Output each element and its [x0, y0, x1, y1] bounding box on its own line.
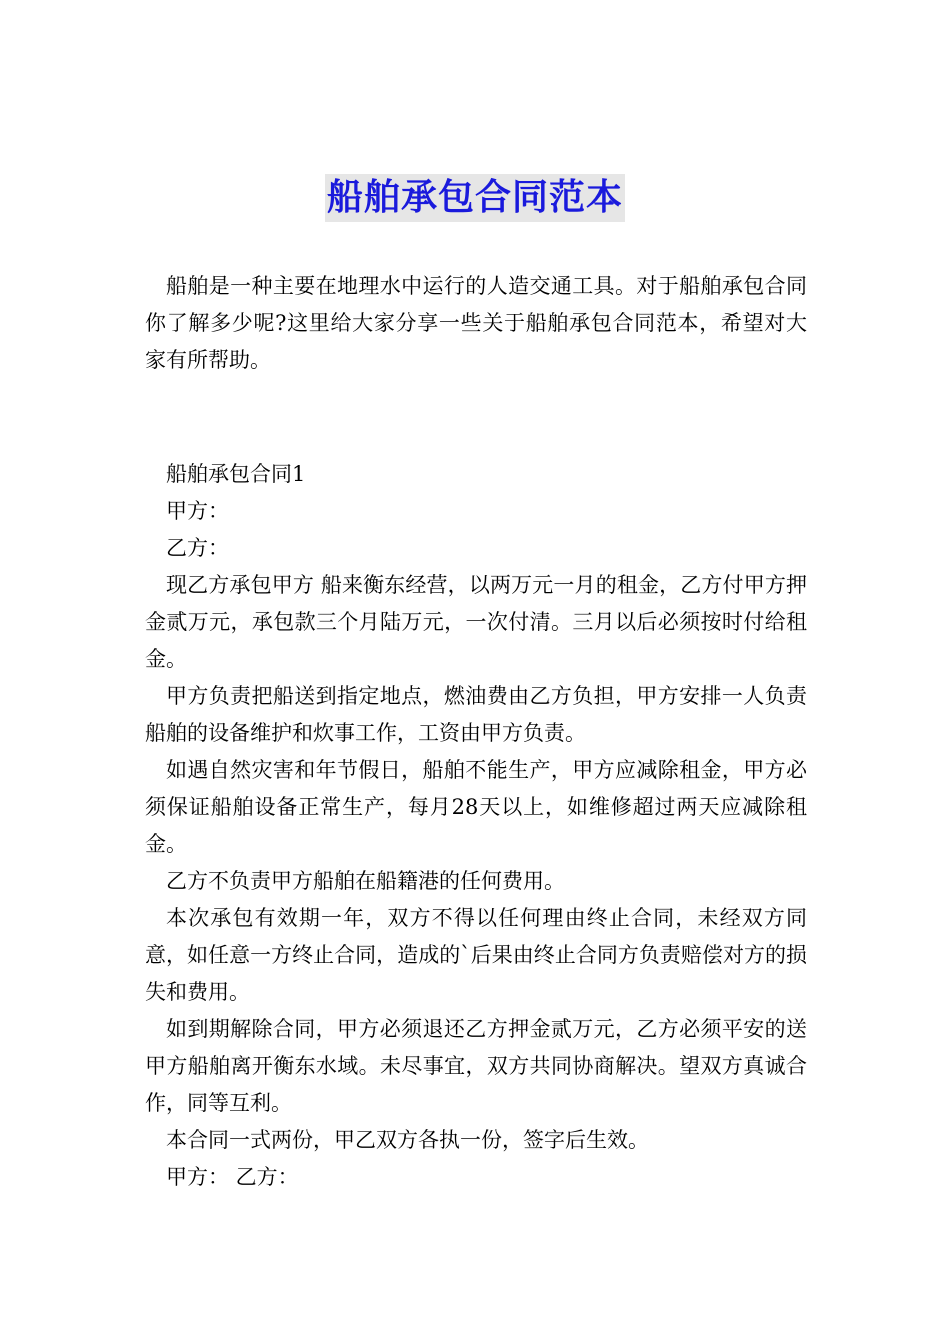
clause-copies: 本合同一式两份，甲乙双方各执一份，签字后生效。: [166, 1128, 649, 1152]
signature-line: 甲方： 乙方：: [166, 1165, 299, 1189]
clause-termination: 如到期解除合同，甲方必须退还乙方押金贰万元，乙方必须平安的送甲方船舶离开衡东水域。未尽事宜，双方共同协商解决。望双方真诚合作，同等互利。: [145, 1017, 807, 1115]
clause-term: 本次承包有效期一年，双方不得以任何理由终止合同，未经双方同意，如任意一方终止合同，造成的`后果由终止合同方负责赔偿对方的损失和费用。: [145, 906, 807, 1004]
party-b-line: 乙方：: [166, 536, 229, 560]
clause-force-majeure: 如遇自然灾害和年节假日，船舶不能生产，甲方应减除租金，甲方必须保证船舶设备正常生产，每月28天以上，如维修超过两天应减除租金。: [145, 758, 807, 856]
party-a-line: 甲方：: [166, 499, 229, 523]
document-body: [145, 268, 807, 1196]
document-title: 船舶承包合同范本: [325, 174, 625, 222]
intro-paragraph: 船舶是一种主要在地理水中运行的人造交通工具。对于船舶承包合同你了解多少呢?这里给大家分享一些关于船舶承包合同范本，希望对大家有所帮助。: [145, 274, 807, 372]
clause-delivery: 甲方负责把船送到指定地点，燃油费由乙方负担，甲方安排一人负责船舶的设备维护和炊事工作，工资由甲方负责。: [145, 684, 807, 745]
clause-rent: 现乙方承包甲方 船来衡东经营，以两万元一月的租金，乙方付甲方押金贰万元，承包款三个月陆万元，一次付清。三月以后必须按时付给租金。: [145, 573, 807, 671]
title-container: [0, 174, 950, 222]
section-heading: 船舶承包合同1: [166, 462, 306, 486]
clause-port-fees: 乙方不负责甲方船舶在船籍港的任何费用。: [166, 869, 565, 893]
